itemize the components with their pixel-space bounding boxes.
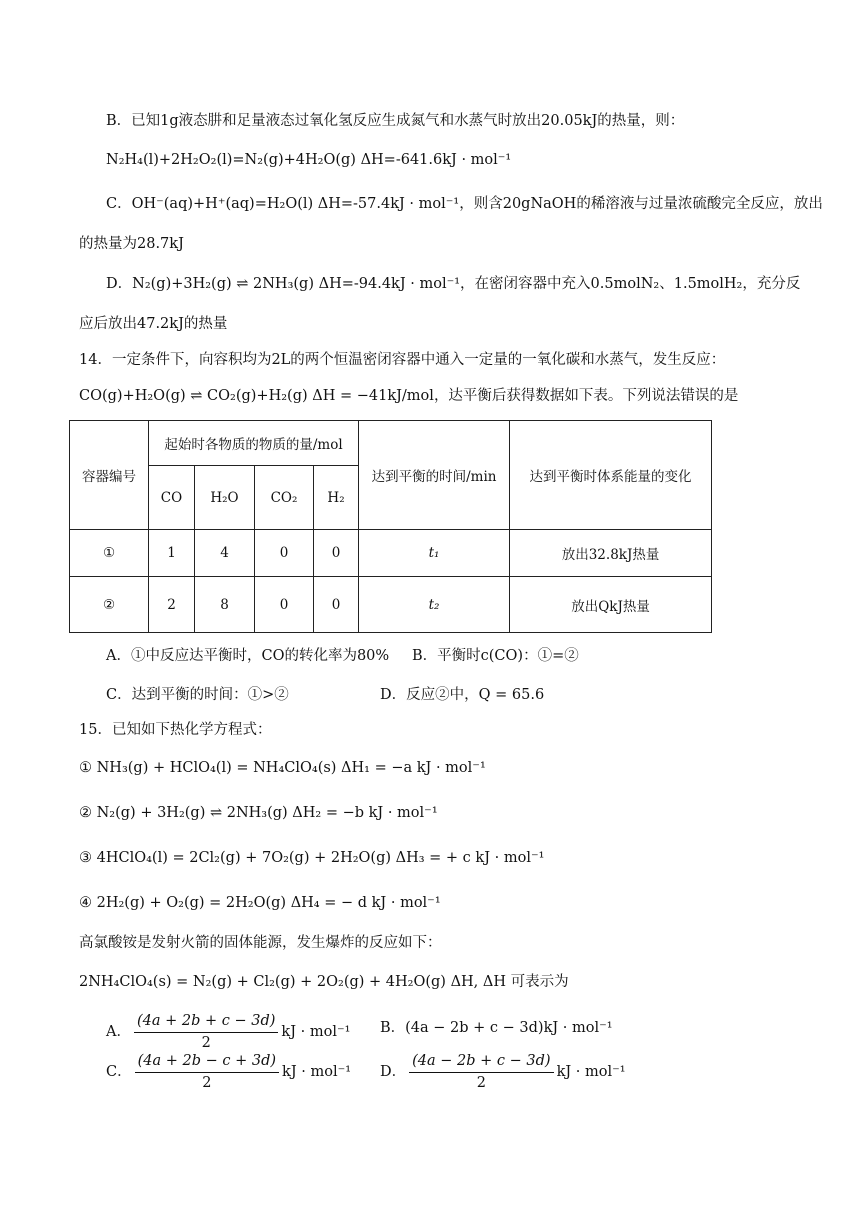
row1-h2o: 4 (195, 530, 255, 577)
q13-option-d: D．N₂(g)+3H₂(g) ⇌ 2NH₃(g) ΔH=-94.4kJ · mol⁻¹，在密闭容器中充入0.5molN₂、1.5molH₂，充分反 (106, 276, 801, 292)
q14-stem-line2 (79, 386, 738, 406)
q14-stem-tail: ，达平衡后获得数据如下表。下列说法错误的是 (433, 388, 739, 404)
q14-option-b: B．平衡时c(CO)：①=② (412, 648, 579, 664)
table-row (70, 530, 712, 577)
header-container-id: 容器编号 (70, 421, 149, 530)
fraction (135, 1052, 279, 1092)
option-label: A． (106, 1024, 131, 1040)
row2-h2o: 8 (195, 577, 255, 633)
q15-option-b: B．(4a − 2b + c − 3d)kJ · mol⁻¹ (380, 1020, 613, 1036)
row1-co2: 0 (255, 530, 314, 577)
unit: kJ · mol⁻¹ (556, 1064, 626, 1080)
header-species-co2: CO₂ (255, 466, 314, 530)
header-initial-amount: 起始时各物质的物质的量/mol (149, 421, 359, 466)
row2-id: ② (70, 577, 149, 633)
denominator: 2 (201, 1035, 211, 1051)
row1-id: ① (70, 530, 149, 577)
denominator: 2 (476, 1075, 486, 1091)
table-row (70, 577, 712, 633)
fraction (134, 1012, 278, 1052)
header-energy-change: 达到平衡时体系能量的变化 (510, 421, 712, 530)
q13-option-c-cont: 的热量为28.7kJ (79, 236, 184, 252)
option-label: D． (380, 1064, 407, 1080)
row2-co2: 0 (255, 577, 314, 633)
q14-stem: 14．一定条件下，向容积均为2L的两个恒温密闭容器中通入一定量的一氧化碳和水蒸气，发生反应： (79, 352, 726, 368)
header-species-h2: H₂ (314, 466, 359, 530)
header-species-h2o: H₂O (195, 466, 255, 530)
unit: kJ · mol⁻¹ (281, 1024, 351, 1040)
q13-option-c: C．OH⁻(aq)+H⁺(aq)=H₂O(l) ΔH=-57.4kJ · mol⁻¹，则含20gNaOH的稀溶液与过量浓硫酸完全反应，放出 (106, 196, 823, 212)
header-equilibrium-time: 达到平衡的时间/min (359, 421, 510, 530)
option-label: C． (106, 1064, 132, 1080)
q15-reaction: 2NH₄ClO₄(s) = N₂(g) + Cl₂(g) + 2O₂(g) + 4H₂O(g) ΔH, ΔH 可表示为 (79, 974, 569, 990)
row2-h2: 0 (314, 577, 359, 633)
q15-equation-3: ③ 4HClO₄(l) = 2Cl₂(g) + 7O₂(g) + 2H₂O(g) ΔH₃ = + c kJ · mol⁻¹ (79, 850, 545, 866)
q14-option-d: D．反应②中，Q = 65.6 (380, 687, 545, 703)
row2-energy: 放出QkJ热量 (510, 577, 712, 633)
header-species-co: CO (149, 466, 195, 530)
q15-equation-1: ① NH₃(g) + HClO₄(l) = NH₄ClO₄(s) ΔH₁ = −a kJ · mol⁻¹ (79, 760, 486, 776)
numerator: (4a − 2b + c − 3d) (409, 1052, 553, 1073)
q15-equation-2: ② N₂(g) + 3H₂(g) ⇌ 2NH₃(g) ΔH₂ = −b kJ · mol⁻¹ (79, 805, 438, 821)
q13-option-b-equation: N₂H₄(l)+2H₂O₂(l)=N₂(g)+4H₂O(g) ΔH=-641.6kJ · mol⁻¹ (106, 152, 512, 168)
q14-option-c: C．达到平衡的时间：①>② (106, 687, 289, 703)
row1-h2: 0 (314, 530, 359, 577)
q15-equation-4: ④ 2H₂(g) + O₂(g) = 2H₂O(g) ΔH₄ = − d kJ · mol⁻¹ (79, 895, 441, 911)
q13-option-d-cont: 应后放出47.2kJ的热量 (79, 316, 228, 332)
q13-option-b: B．已知1g液态肼和足量液态过氧化氢反应生成氮气和水蒸气时放出20.05kJ的热量，则： (106, 113, 685, 129)
row2-time: t₂ (359, 577, 510, 633)
row1-co: 1 (149, 530, 195, 577)
numerator: (4a + 2b − c + 3d) (135, 1052, 279, 1073)
q15-option-c (106, 1052, 351, 1092)
q15-option-d (380, 1052, 626, 1092)
row2-co: 2 (149, 577, 195, 633)
q15-context: 高氯酸铵是发射火箭的固体能源，发生爆炸的反应如下： (79, 935, 442, 951)
denominator: 2 (202, 1075, 212, 1091)
row1-energy: 放出32.8kJ热量 (510, 530, 712, 577)
q14-option-a: A．①中反应达平衡时，CO的转化率为80% (106, 648, 390, 664)
fraction (409, 1052, 553, 1092)
q15-option-a (106, 1012, 350, 1052)
unit: kJ · mol⁻¹ (282, 1064, 352, 1080)
numerator: (4a + 2b + c − 3d) (134, 1012, 278, 1033)
q14-reaction-equation: CO(g)+H₂O(g) ⇌ CO₂(g)+H₂(g) ΔH = −41kJ/mol (79, 388, 434, 404)
q14-data-table (69, 420, 712, 633)
row1-time: t₁ (359, 530, 510, 577)
q15-stem: 15．已知如下热化学方程式： (79, 722, 272, 738)
